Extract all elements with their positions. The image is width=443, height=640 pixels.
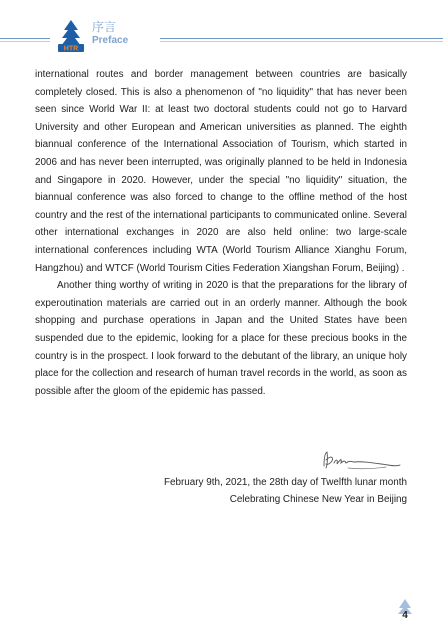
paragraph: international routes and border management between countries are basically completely closed. This is also a phenomenon of "no liquidity" that has never been seen since World War II: at least two doctoral students could not go to Harvard University and other European and American universities as planned. The eighth biannual conference of the International Association of Tourism, which started in 2006 and has never been interrupted, was originally planned to be held in Indonesia and Singapore in 2020. However, under the special "no liquidity" situation, the biannual conference was also forced to change to the offline method of the host country and the rest of the international participants to communicated online. Several other international exchanges in 2020 are also held online: two large-scale international conferences including WTA (World Tourism Alliance Xianghu Forum, Hangzhou) and WTCF (World Tourism Cities Federation Xiangshan Forum, Beijing) . (35, 69, 407, 274)
header-rule-right-thin (160, 41, 443, 42)
paragraph: Another thing worthy of writing in 2020 is that the preparations for the library of experoutination materials are carried out in an orderly manner. Although the book shopping and purchase operations in Japan and the United States have been suspended due to the epidemic, looking for a place for these precious books in the country is in the prospect. I look forward to the debutant of the library, an unique holy place for the collection and research of human travel records in the world, as soon as possible after the gloom of the epidemic has passed. (35, 280, 407, 397)
body-text (35, 66, 407, 400)
signature-block (164, 474, 407, 508)
header-rule-left-thin (0, 41, 50, 42)
signature-occasion: Celebrating Chinese New Year in Beijing (229, 494, 407, 505)
header-rule-right (160, 38, 443, 39)
header-rule-left (0, 38, 50, 39)
page-header (0, 18, 443, 58)
handwritten-signature (318, 448, 402, 474)
section-title (92, 20, 128, 48)
section-title-en: Preface (92, 35, 129, 46)
section-title-cn: 序言 (92, 20, 117, 34)
signature-date: February 9th, 2021, the 28th day of Twelfth lunar month (163, 477, 407, 488)
logo-text: HTR (63, 45, 79, 53)
page-number-badge (392, 606, 418, 626)
htr-logo (56, 18, 86, 54)
page-number: 4 (402, 610, 408, 621)
